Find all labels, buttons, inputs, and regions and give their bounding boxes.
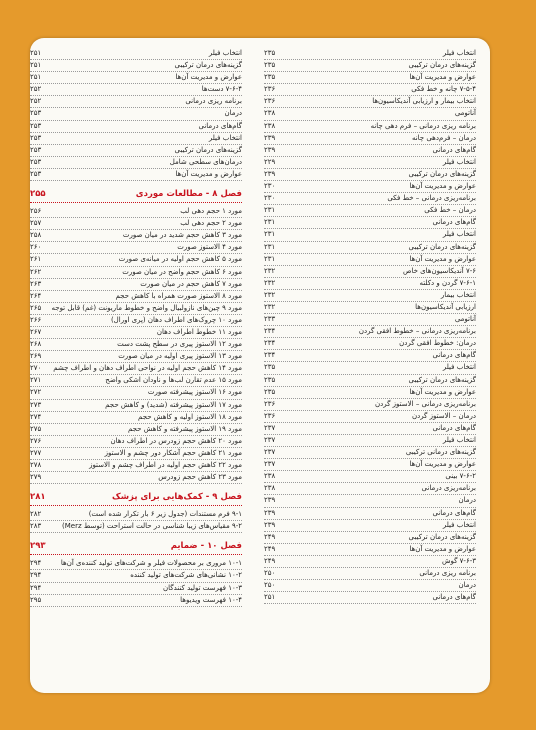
- toc-entry-page: ۲۹۴: [30, 583, 42, 592]
- toc-entry[interactable]: [264, 544, 476, 556]
- toc-entry-page: ۲۷۵: [30, 424, 42, 433]
- toc-entry-page: ۲۶۵: [30, 303, 42, 312]
- toc-entry[interactable]: [264, 242, 476, 254]
- toc-entry-title: عوارض و مدیریت آن‌ها: [175, 169, 242, 178]
- chapter-9-heading[interactable]: [30, 490, 242, 506]
- toc-entry-title: برنامه‌ریزی درمانی – خط فکی: [387, 194, 476, 203]
- toc-entry[interactable]: [30, 303, 242, 315]
- toc-entry-title: انتخاب فیلر: [442, 363, 476, 372]
- toc-entry[interactable]: [264, 399, 476, 411]
- toc-entry-page: ۲۹۴: [30, 559, 42, 568]
- toc-entry-page: ۲۲۹: [264, 157, 276, 166]
- toc-entry-page: ۲۳۵: [264, 61, 276, 70]
- toc-entry[interactable]: [30, 412, 242, 424]
- toc-entry-title: گام‌های درمانی: [432, 218, 476, 227]
- toc-entry-title: مورد ۲ حجم دهی لب: [180, 219, 242, 228]
- toc-entry[interactable]: [30, 595, 242, 607]
- toc-entry-title: انتخاب فیلر: [442, 157, 476, 166]
- toc-entry-title: درمان: خطوط افقی گردن: [399, 339, 476, 348]
- chapter-10-title: فصل ۱۰ - ضمایم: [170, 541, 242, 552]
- toc-entry-title: گام‌های درمانی: [432, 508, 476, 517]
- toc-entry-page: ۲۶۰: [30, 243, 42, 252]
- toc-entry-title: انتخاب فیلر: [442, 436, 476, 444]
- toc-entry-page: ۲۶۱: [30, 255, 42, 264]
- toc-entry-page: ۲۵۱: [30, 73, 42, 82]
- toc-entry-page: ۲۳۶: [264, 85, 276, 94]
- toc-entry-page: ۲۳۰: [264, 182, 276, 191]
- toc-entry-title: انتخاب بیمار و ارزیابی آندیکاسیون‌ها: [372, 97, 476, 106]
- toc-entry-page: ۲۳۶: [264, 97, 276, 106]
- toc-entry-title: مورد ۷ کاهش حجم در میان صورت: [140, 279, 242, 288]
- toc-entry[interactable]: [264, 338, 476, 350]
- toc-entry-title: مورد ۱۱ خطوط اطراف دهان: [156, 327, 242, 336]
- chapter-8-title: فصل ۸ - مطالعات موردی: [135, 189, 242, 200]
- toc-entry[interactable]: [264, 411, 476, 423]
- toc-entry[interactable]: [264, 96, 476, 108]
- toc-entry-title: ۷-۶-۳ گوش: [441, 556, 476, 565]
- toc-entry-page: ۲۵۰: [264, 569, 276, 578]
- toc-entry[interactable]: [30, 521, 242, 533]
- toc-entry-title: مورد ۱۳ الاستوز پیری اولیه در میان صورت: [118, 352, 242, 361]
- toc-entry[interactable]: [264, 290, 476, 302]
- toc-entry[interactable]: [30, 169, 242, 181]
- toc-entry[interactable]: [30, 472, 242, 484]
- toc-entry[interactable]: [264, 532, 476, 544]
- toc-entry-page: ۲۳۸: [264, 472, 276, 481]
- toc-entry-page: ۲۵۳: [30, 109, 42, 118]
- toc-entry[interactable]: [30, 121, 242, 133]
- toc-page: [30, 38, 490, 693]
- toc-entry[interactable]: [264, 108, 476, 120]
- toc-entry-title: مورد ۳ کاهش حجم شدید در میان صورت: [122, 231, 242, 240]
- toc-entry-title: عوارض و مدیریت آن‌ها: [409, 182, 476, 191]
- toc-entry-title: برنامه‌ریزی درمانی – الاستوز گردن: [375, 399, 476, 408]
- toc-entry[interactable]: [264, 459, 476, 471]
- toc-entry-page: ۲۳۷: [264, 460, 276, 469]
- toc-entry-page: ۲۷۳: [30, 400, 42, 409]
- toc-entry-title: انتخاب بیمار: [440, 290, 476, 299]
- toc-entry-title: مورد ۱۶ الاستوز پیشرفته صورت: [147, 388, 242, 397]
- toc-entry-title: مورد ۲۳ کاهش حجم زودرس: [158, 473, 242, 482]
- toc-entry[interactable]: [264, 508, 476, 520]
- toc-entry[interactable]: [264, 84, 476, 96]
- toc-entry[interactable]: [30, 448, 242, 460]
- toc-entry-page: ۲۶۳: [30, 279, 42, 288]
- toc-entry[interactable]: [30, 291, 242, 303]
- chapter-9-title: فصل ۹ - کمک‌هایی برای پزشک: [111, 492, 242, 503]
- toc-entry-title: انتخاب فیلر: [442, 520, 476, 529]
- toc-entry-title: عوارض و مدیریت آن‌ها: [409, 460, 476, 469]
- toc-entry-title: عوارض و مدیریت آن‌ها: [409, 387, 476, 396]
- chapter-10-entries: [30, 558, 242, 606]
- toc-entry-page: ۲۶۲: [30, 267, 42, 276]
- toc-entry-page: ۲۳۶: [264, 399, 276, 408]
- toc-entry[interactable]: [264, 568, 476, 580]
- toc-entry[interactable]: [30, 387, 242, 399]
- toc-entry-title: ۷-۶-۴ دست‌ها: [201, 85, 242, 94]
- toc-entry[interactable]: [264, 314, 476, 326]
- toc-entry[interactable]: [30, 375, 242, 387]
- toc-entry[interactable]: [264, 375, 476, 387]
- chapter-9-entries: [30, 509, 242, 533]
- toc-entry-title: مورد ۲۱ کاهش حجم آشکار دور چشم و الاستوز: [104, 448, 242, 457]
- toc-entry-page: ۲۷۱: [30, 376, 42, 385]
- toc-entry-title: درمان‌های سطحی شامل: [169, 157, 242, 166]
- toc-entry-page: ۲۵۶: [30, 207, 42, 216]
- toc-entry[interactable]: [30, 436, 242, 448]
- toc-entry-title: برنامه‌ریزی درمانی: [421, 484, 476, 493]
- toc-entry-page: ۲۵۷: [30, 219, 42, 228]
- toc-entry-title: گزینه‌های درمان ترکیبی: [408, 532, 476, 541]
- toc-entry-page: ۲۵۳: [30, 157, 42, 166]
- toc-entry-title: ۹-۱ فرم مستندات (جدول زیر ۶ بار تکرار شده است): [88, 510, 242, 519]
- toc-entry[interactable]: [30, 254, 242, 266]
- chapter-8-page: ۲۵۵: [30, 189, 46, 200]
- toc-entry-page: ۲۴۹: [264, 556, 276, 565]
- toc-entry-title: درمان: [458, 496, 476, 505]
- toc-entry[interactable]: [30, 145, 242, 157]
- toc-entry-title: مورد ۴ الاستوز صورت: [177, 243, 242, 252]
- toc-entry[interactable]: [264, 254, 476, 266]
- toc-entry-page: ۲۵۳: [30, 145, 42, 154]
- toc-entry[interactable]: [264, 423, 476, 435]
- toc-entry-title: مورد ۱۴ کاهش حجم اولیه در نواحی اطراف دهان و اطراف چشم: [53, 364, 242, 373]
- toc-entry[interactable]: [30, 133, 242, 145]
- toc-entry[interactable]: [264, 592, 476, 604]
- toc-entry[interactable]: [264, 278, 476, 290]
- toc-entry[interactable]: [264, 217, 476, 229]
- toc-entry[interactable]: [264, 205, 476, 217]
- toc-entry-page: ۲۳۲: [264, 266, 276, 275]
- toc-entry-title: گام‌های درمانی: [432, 593, 476, 602]
- toc-entry[interactable]: [264, 48, 476, 60]
- toc-entry-title: گزینه‌های درمان ترکیبی: [174, 145, 242, 154]
- toc-entry[interactable]: [30, 267, 242, 279]
- toc-entry-title: مورد ۱۹ الاستوز پیشرفته و کاهش حجم: [127, 424, 242, 433]
- toc-entry[interactable]: [30, 72, 242, 84]
- toc-entry[interactable]: [264, 387, 476, 399]
- toc-entry-page: ۲۳۲: [264, 278, 276, 287]
- toc-entry-page: ۲۳۳: [264, 315, 276, 324]
- toc-entry-title: گزینه‌های درمان ترکیبی: [408, 375, 476, 384]
- toc-entry-title: عوارض و مدیریت آن‌ها: [409, 73, 476, 82]
- toc-entry-title: عوارض و مدیریت آن‌ها: [409, 254, 476, 263]
- toc-entry[interactable]: [30, 327, 242, 339]
- toc-entry-page: ۲۳۵: [264, 375, 276, 384]
- toc-entry-page: ۲۳۵: [264, 73, 276, 82]
- toc-entry-title: ۷-۶-۱ گردن و دکلته: [419, 278, 476, 287]
- toc-entry-title: انتخاب فیلر: [208, 133, 242, 142]
- toc-entry-page: ۲۶۴: [30, 291, 42, 300]
- toc-entry-title: درمان: [458, 581, 476, 590]
- toc-entry-title: مورد ۱۸ الاستوز اولیه و کاهش حجم: [138, 412, 242, 421]
- toc-entry[interactable]: [30, 339, 242, 351]
- toc-entry-title: ۹-۲ مقیاس‌های زیبا شناسی در حالت استراحت (توسط Merz): [62, 522, 242, 531]
- toc-entry-page: ۲۳۶: [264, 411, 276, 420]
- toc-entry-page: ۲۳۱: [264, 206, 276, 215]
- toc-entry[interactable]: [264, 362, 476, 374]
- toc-entry[interactable]: [30, 363, 242, 375]
- toc-left-top-group: [30, 48, 242, 181]
- toc-entry-title: گزینه‌های درمان ترکیبی: [408, 61, 476, 70]
- toc-entry-page: ۲۳۲: [264, 290, 276, 299]
- toc-entry-page: ۲۶۷: [30, 327, 42, 336]
- toc-entry[interactable]: [30, 558, 242, 570]
- toc-entry-title: عوارض و مدیریت آن‌ها: [409, 544, 476, 553]
- toc-entry-page: ۲۷۰: [30, 364, 42, 373]
- toc-entry[interactable]: [264, 266, 476, 278]
- toc-entry-page: ۲۳۰: [264, 194, 276, 203]
- toc-entry[interactable]: [264, 302, 476, 314]
- toc-entry-title: درمان – الاستوز گردن: [411, 411, 476, 420]
- toc-entry-page: ۲۵۲: [30, 85, 42, 94]
- toc-entry-title: گزینه‌های درمان ترکیبی: [174, 61, 242, 70]
- toc-entry-page: ۲۳۵: [264, 363, 276, 372]
- toc-entry-title: ارزیابی آندیکاسیون‌ها: [415, 302, 476, 311]
- toc-entry[interactable]: [264, 121, 476, 133]
- toc-entry-title: آناتومی: [454, 109, 476, 118]
- toc-entry[interactable]: [30, 60, 242, 72]
- toc-entry-page: ۲۵۲: [30, 97, 42, 106]
- toc-entry-title: گام‌های درمانی: [432, 351, 476, 360]
- toc-entry-title: برنامه ریزی درمانی – فرم دهی چانه: [370, 121, 476, 130]
- toc-entry-page: ۲۳۱: [264, 218, 276, 227]
- toc-entry-title: مورد ۹ چین‌های نازولبیال واضح و خطوط ماریونت (غم) قابل توجه: [51, 303, 242, 312]
- toc-entry-page: ۲۳۸: [264, 109, 276, 118]
- toc-entry-page: ۲۳۴: [264, 327, 276, 336]
- toc-entry[interactable]: [264, 133, 476, 145]
- toc-entry-page: ۲۳۵: [264, 387, 276, 396]
- toc-entry-title: ۷-۵-۴ چانه و خط فکی: [411, 85, 476, 94]
- toc-entry-title: گزینه‌های درمان ترکیبی: [408, 169, 476, 178]
- toc-entry-title: عوارض و مدیریت آن‌ها: [175, 73, 242, 82]
- toc-entry-page: ۲۶۶: [30, 315, 42, 324]
- toc-entry[interactable]: [30, 242, 242, 254]
- toc-entry-title: درمان – خط فکی: [424, 206, 476, 215]
- toc-entry-page: ۲۵۱: [30, 49, 42, 57]
- toc-entry-title: گام‌های درمانی: [432, 423, 476, 432]
- toc-entry-page: ۲۳۵: [264, 49, 276, 57]
- toc-entry-page: ۲۳۹: [264, 508, 276, 517]
- toc-entry-page: ۲۸۲: [30, 510, 42, 519]
- toc-entry[interactable]: [264, 471, 476, 483]
- toc-entry[interactable]: [264, 483, 476, 495]
- chapter-8-heading[interactable]: [30, 187, 242, 203]
- toc-entry[interactable]: [264, 169, 476, 181]
- toc-entry[interactable]: [264, 580, 476, 592]
- toc-entry[interactable]: [30, 218, 242, 230]
- toc-entry[interactable]: [264, 350, 476, 362]
- toc-entry[interactable]: [264, 193, 476, 205]
- toc-entry-title: انتخاب فیلر: [442, 230, 476, 239]
- toc-entry[interactable]: [30, 570, 242, 582]
- toc-entry-page: ۲۳۸: [264, 484, 276, 493]
- toc-entry-page: ۲۴۹: [264, 544, 276, 553]
- toc-entry-page: ۲۷۸: [30, 461, 42, 469]
- toc-entry-title: مورد ۱ حجم دهی لب: [180, 207, 242, 216]
- toc-entry[interactable]: [264, 60, 476, 72]
- toc-entry-title: انتخاب فیلر: [208, 49, 242, 57]
- toc-entry-page: ۲۳۹: [264, 169, 276, 178]
- toc-entry-page: ۲۶۸: [30, 340, 42, 349]
- toc-entry[interactable]: [30, 583, 242, 595]
- toc-entry[interactable]: [264, 326, 476, 338]
- toc-entry[interactable]: [30, 315, 242, 327]
- toc-entry[interactable]: [264, 495, 476, 507]
- toc-entry[interactable]: [30, 279, 242, 291]
- toc-entry[interactable]: [30, 351, 242, 363]
- toc-entry-page: ۲۵۱: [30, 61, 42, 70]
- toc-entry-title: ۷-۶ آندیکاسیون‌های خاص: [403, 266, 476, 275]
- toc-entry-page: ۲۹۵: [30, 595, 42, 604]
- toc-entry-page: ۲۸۳: [30, 522, 42, 531]
- toc-entry-title: مورد ۱۲ الاستوز پیری در سطح پشت دست: [117, 340, 242, 349]
- toc-entry-page: ۲۶۹: [30, 352, 42, 361]
- toc-entry[interactable]: [264, 520, 476, 532]
- toc-entry[interactable]: [264, 72, 476, 84]
- toc-entry-title: مورد ۲۲ کاهش حجم اولیه در اطراف چشم و الاستوز: [89, 461, 242, 469]
- chapter-9-page: ۲۸۱: [30, 492, 46, 503]
- toc-entry-page: ۲۳۹: [264, 496, 276, 505]
- toc-entry-title: درمان: [224, 109, 242, 118]
- toc-entry-title: آناتومی: [454, 315, 476, 324]
- toc-entry[interactable]: [30, 424, 242, 436]
- toc-entry-page: ۲۵۳: [30, 121, 42, 130]
- toc-entry[interactable]: [30, 509, 242, 521]
- chapter-10-page: ۲۹۳: [30, 541, 46, 552]
- toc-entry-page: ۲۳۹: [264, 145, 276, 154]
- toc-entry-page: ۲۷۷: [30, 448, 42, 457]
- toc-entry-page: ۲۳۹: [264, 520, 276, 529]
- toc-entry-title: گام‌های درمانی: [198, 121, 242, 130]
- toc-entry-page: ۲۷۹: [30, 473, 42, 482]
- toc-entry-title: مورد ۱۷ الاستوز پیشرفته (شدید) و کاهش حجم: [105, 400, 242, 409]
- toc-entry-page: ۲۴۹: [264, 532, 276, 541]
- toc-entry-title: گزینه‌های درمان ترکیبی: [408, 242, 476, 251]
- toc-entry-title: ۱۰-۲ نشانی‌های شرکت‌های تولید کننده: [130, 571, 242, 580]
- toc-entry[interactable]: [264, 435, 476, 447]
- toc-entry[interactable]: [30, 108, 242, 120]
- toc-entry-title: مورد ۸ الاستوز صورت همراه با کاهش حجم: [115, 291, 242, 300]
- toc-entry-page: ۲۷۲: [30, 388, 42, 397]
- toc-right-column: [264, 48, 476, 604]
- toc-entry-title: ۱۰-۳ فهرست تولید کنندگان: [163, 583, 242, 592]
- toc-entry-page: ۲۵۳: [30, 133, 42, 142]
- toc-entry[interactable]: [264, 556, 476, 568]
- toc-entry-page: ۲۵۳: [30, 169, 42, 178]
- toc-entry-page: ۲۳۱: [264, 242, 276, 251]
- toc-entry-page: ۲۳۲: [264, 302, 276, 311]
- toc-entry[interactable]: [30, 206, 242, 218]
- toc-entry-page: ۲۷۶: [30, 436, 42, 445]
- toc-entry[interactable]: [264, 145, 476, 157]
- chapter-8-entries: [30, 206, 242, 484]
- toc-entry[interactable]: [30, 84, 242, 96]
- toc-entry-page: ۲۵۱: [264, 593, 276, 602]
- toc-entry-title: درمان – فرم‌دهی چانه: [411, 133, 476, 142]
- toc-entry-title: ۱۰-۴ فهرست ویدیوها: [180, 595, 242, 604]
- toc-entry-page: ۲۳۷: [264, 436, 276, 444]
- toc-entry-page: ۲۳۷: [264, 423, 276, 432]
- toc-entry-title: گام‌های درمانی: [432, 145, 476, 154]
- toc-entry-page: ۲۳۹: [264, 133, 276, 142]
- toc-entry-page: ۲۷۴: [30, 412, 42, 421]
- toc-entry[interactable]: [30, 157, 242, 169]
- toc-entry[interactable]: [264, 447, 476, 459]
- toc-entry[interactable]: [264, 157, 476, 169]
- toc-entry-page: ۲۹۴: [30, 571, 42, 580]
- toc-entry-title: برنامه ریزی درمانی: [185, 97, 242, 106]
- toc-entry-page: ۲۳۴: [264, 339, 276, 348]
- toc-entry-title: گزینه‌های درمانی ترکیبی: [405, 448, 476, 457]
- toc-entry-title: برنامه ریزی درمانی: [419, 569, 476, 578]
- toc-entry[interactable]: [30, 460, 242, 472]
- toc-entry-page: ۲۳۱: [264, 254, 276, 263]
- toc-entry-page: ۲۳۸: [264, 121, 276, 130]
- toc-entry-page: ۲۳۱: [264, 230, 276, 239]
- toc-entry-title: ۱۰-۱ مروری بر محصولات فیلر و شرکت‌های تولید کننده‌ی آن‌ها: [60, 559, 242, 568]
- toc-entry[interactable]: [30, 230, 242, 242]
- toc-entry-page: ۲۵۰: [264, 581, 276, 590]
- toc-entry[interactable]: [30, 96, 242, 108]
- toc-entry-title: ۷-۶-۲ بینی: [445, 472, 476, 481]
- toc-entry-title: انتخاب فیلر: [442, 49, 476, 57]
- toc-entry-title: مورد ۲۰ کاهش حجم زودرس در اطراف دهان: [110, 436, 242, 445]
- toc-entry-title: مورد ۶ کاهش حجم واضح در میان صورت: [122, 267, 242, 276]
- toc-entry-title: مورد ۱۵ عدم تقارن لب‌ها و ناودان اشکی واضح: [105, 376, 242, 385]
- toc-entry-page: ۲۳۴: [264, 351, 276, 360]
- toc-entry[interactable]: [264, 229, 476, 241]
- toc-entry-title: برنامه‌ریزی درمانی – خطوط افقی گردن: [358, 327, 476, 336]
- toc-entry[interactable]: [30, 48, 242, 60]
- toc-entry-title: مورد ۱۰ چروک‌های اطراف دهان (پری اورال): [110, 315, 242, 324]
- chapter-10-heading[interactable]: [30, 539, 242, 555]
- toc-left-column: [30, 48, 242, 607]
- toc-entry[interactable]: [264, 181, 476, 193]
- toc-entry-title: مورد ۵ کاهش حجم اولیه در میانه‌ی صورت: [118, 255, 242, 264]
- toc-entry-page: ۲۳۷: [264, 448, 276, 457]
- toc-entry[interactable]: [30, 400, 242, 412]
- toc-entry-page: ۲۵۸: [30, 231, 42, 240]
